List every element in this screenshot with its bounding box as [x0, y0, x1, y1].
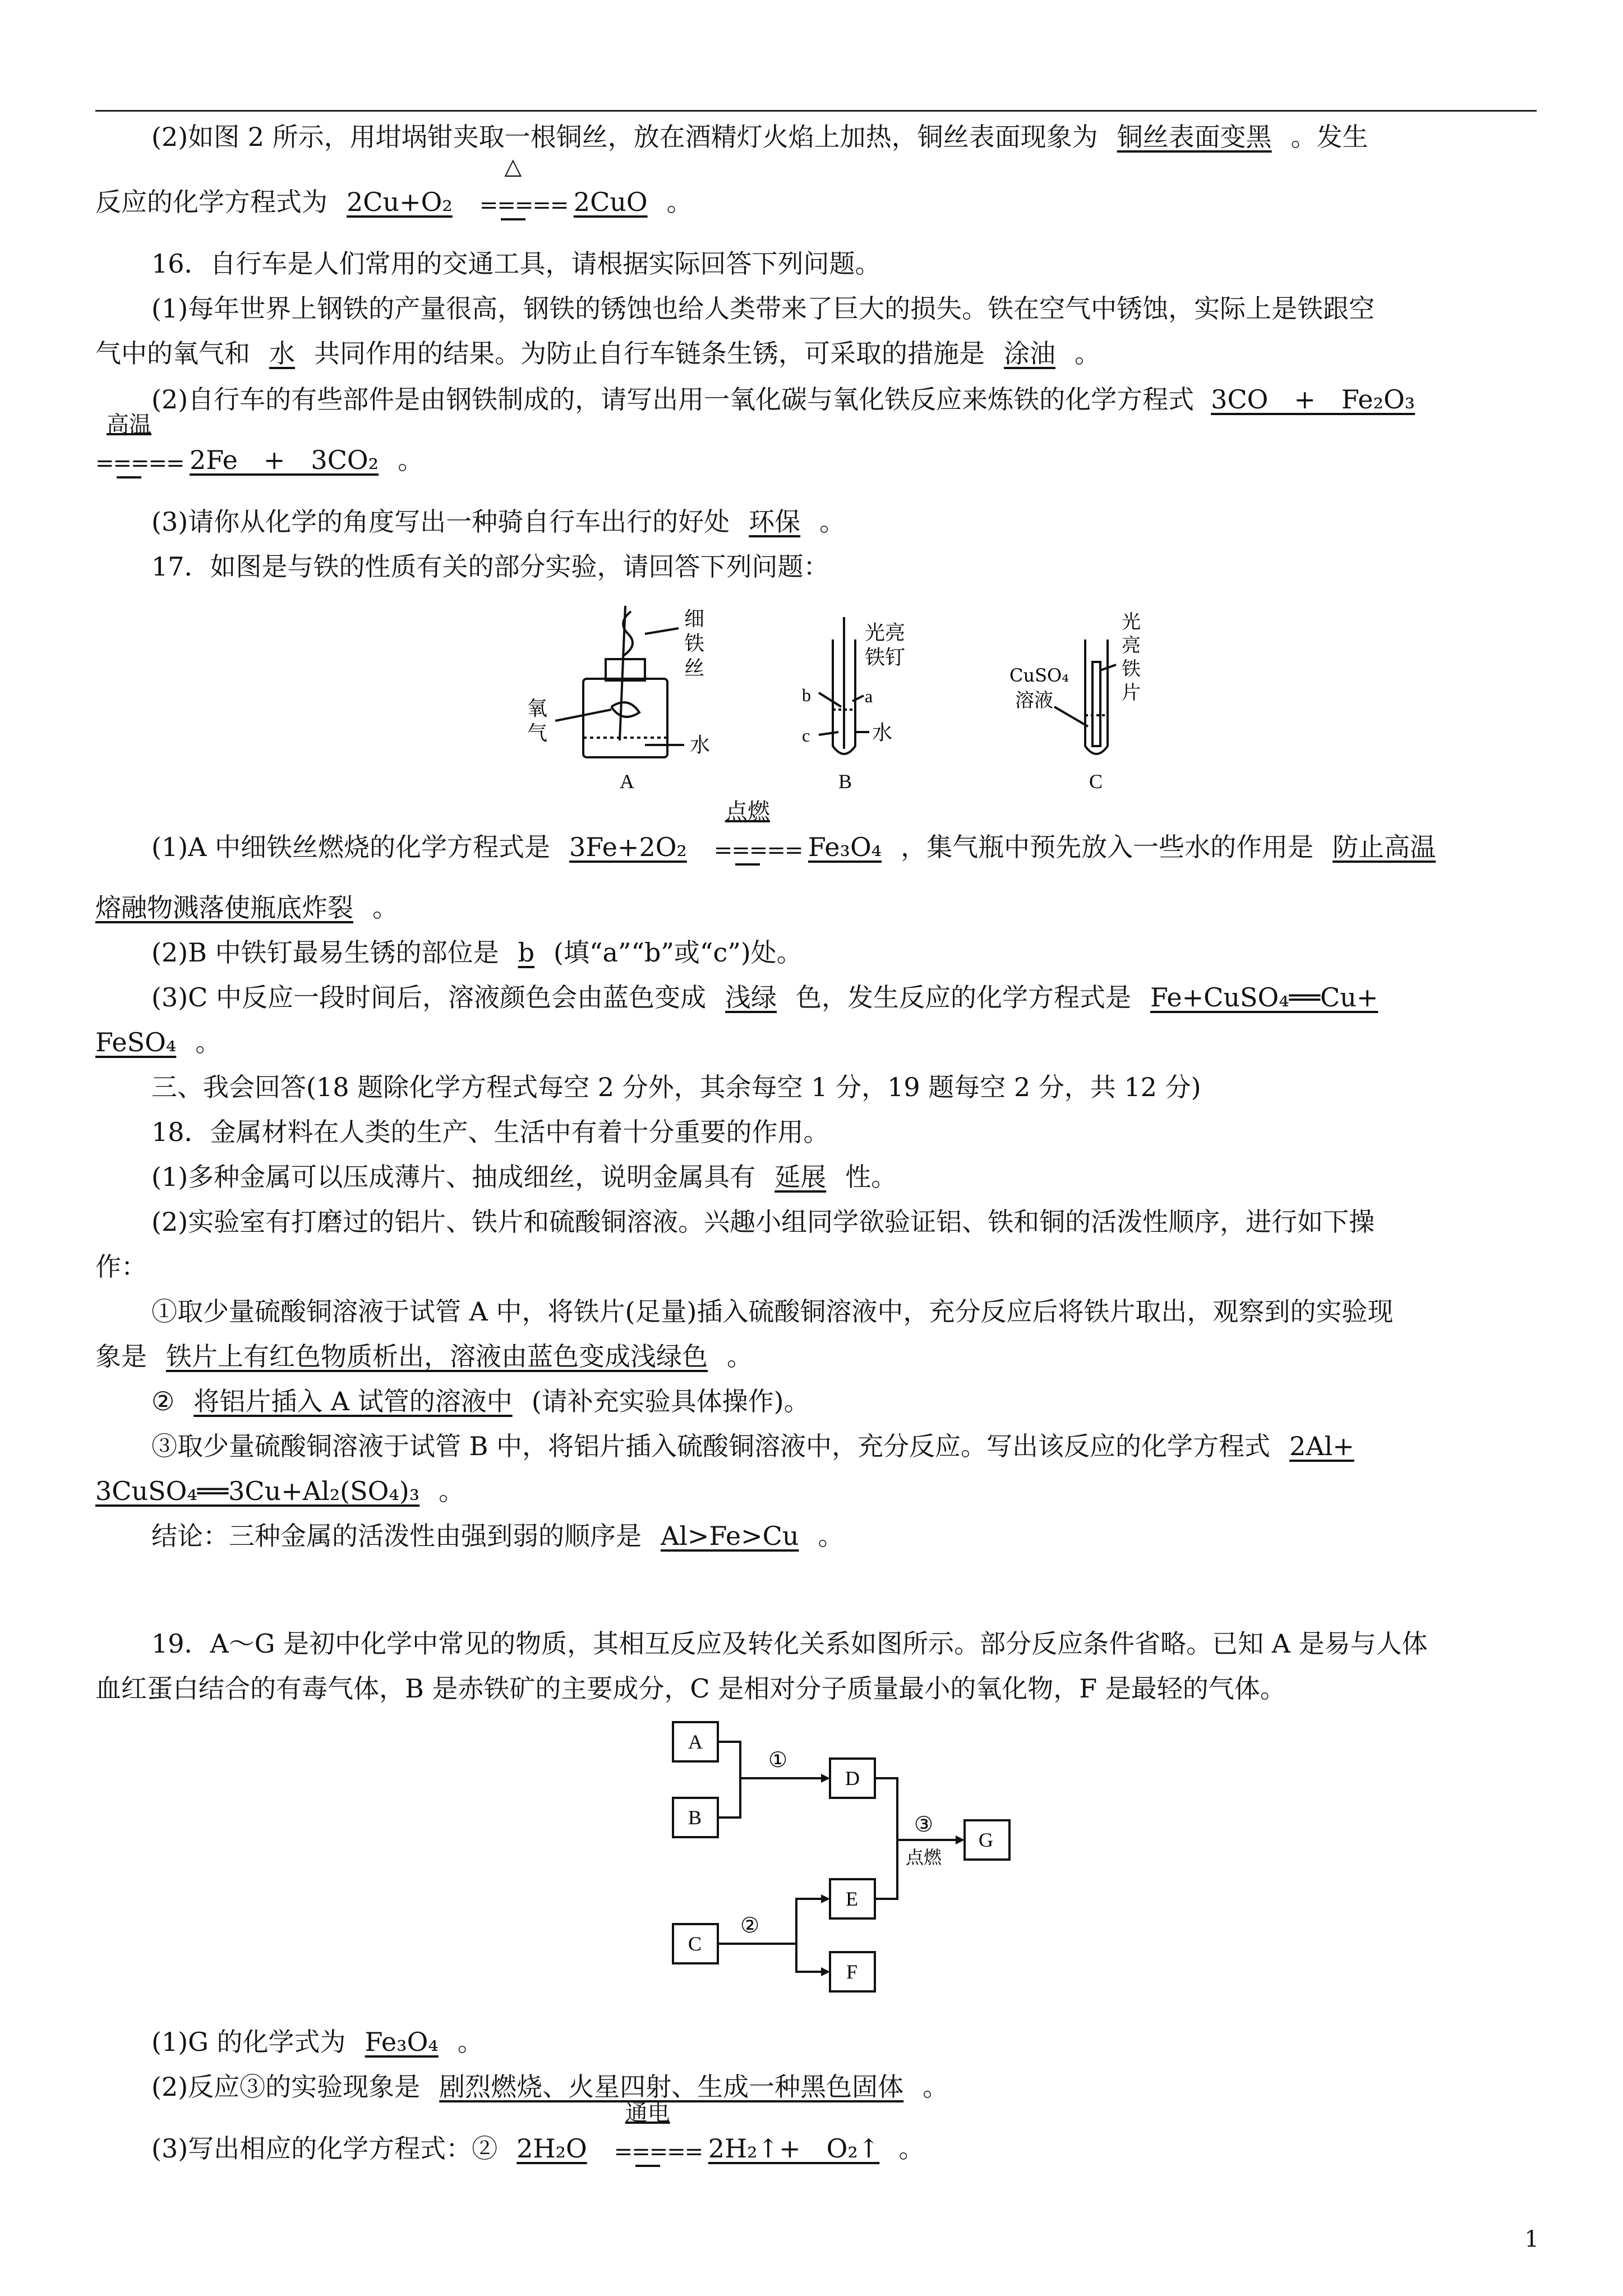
answer-blank: 延展	[774, 1162, 827, 1192]
reaction-3-condition: 点燃	[906, 1847, 942, 1868]
q16-1-line2: 气中的氧气和 水 共同作用的结果。为防止自行车链条生锈，可采取的措施是 涂油 。	[95, 338, 1100, 369]
q18-step3-line2: 3CuSO₄══3Cu+Al₂(SO₄)₃ 。	[95, 1476, 465, 1506]
answer-blank: 2Cu+O₂	[347, 187, 453, 217]
answer-blank: 熔融物溅落使瓶底炸裂	[95, 892, 353, 923]
answer-blank: 将铝片插入 A 试管的溶液中	[193, 1386, 513, 1416]
answer-blank: 2H₂O	[517, 2133, 587, 2164]
figure-c-solution-label: 溶液	[1015, 689, 1053, 712]
diagram-c: C	[688, 1932, 702, 1955]
q18-step3-line1: ③取少量硫酸铜溶液于试管 B 中，将铝片插入硫酸铜溶液中，充分反应。写出该反应的化学方程式 2Al+	[151, 1431, 1354, 1461]
q18-step1-line1: ①取少量硫酸铜溶液于试管 A 中，将铁片(足量)插入硫酸铜溶液中，充分反应后将铁片取出，观察到的实验现	[151, 1296, 1394, 1327]
answer-blank: Al>Fe>Cu	[661, 1521, 799, 1551]
diagram-f: F	[846, 1961, 858, 1983]
q18-2-line1: (2)实验室有打磨过的铝片、铁片和硫酸铜溶液。兴趣小组同学欲验证铝、铁和铜的活泼性顺序，进行如下操	[151, 1207, 1375, 1237]
answer-blank: 环保	[749, 507, 801, 537]
reaction-condition: 高温 =====	[95, 445, 163, 480]
q18-conclusion: 结论：三种金属的活泼性由强到弱的顺序是 Al>Fe>Cu 。	[151, 1521, 844, 1551]
diagram-d: D	[845, 1767, 860, 1789]
q16-2-line1: (2)自行车的有些部件是由钢铁制成的，请写出用一氧化碳与氧化铁反应来炼铁的化学方程式 3CO + Fe₂O₃	[151, 384, 1415, 415]
answer-blank: Fe₃O₄	[808, 832, 882, 862]
figure-b-water-label: 水	[872, 721, 893, 744]
q16-3: (3)请你从化学的角度写出一种骑自行车出行的好处 环保 。	[151, 507, 846, 537]
answer-blank: 2CuO	[573, 187, 648, 217]
q18-1: (1)多种金属可以压成薄片、抽成细丝，说明金属具有 延展 性。	[151, 1162, 897, 1192]
q18-step2: ② 将铝片插入 A 试管的溶液中 (请补充实验具体操作)。	[151, 1386, 810, 1416]
answer-blank: 剧烈燃烧、火星四射、生成一种黑色固体	[439, 2072, 904, 2102]
page-number: 1	[1524, 2226, 1539, 2252]
answer-blank: Fe+CuSO₄══Cu+	[1150, 982, 1378, 1013]
answer-blank: 2Al+	[1289, 1431, 1354, 1461]
answer-blank: 涂油	[1004, 338, 1055, 369]
q16-1-line1: (1)每年世界上钢铁的产量很高，钢铁的锈蚀也给人类带来了巨大的损失。铁在空气中锈蚀，实际上是铁跟空	[151, 293, 1375, 324]
q17-1-line1: (1)A 中细铁丝燃烧的化学方程式是 3Fe+2O₂ 点燃 ===== Fe₃O₄ ，集气瓶中预先放入一些水的作用是 防止高温	[95, 830, 1537, 867]
figure-b-c-label: c	[802, 725, 810, 746]
q19-1: (1)G 的化学式为 Fe₃O₄ 。	[151, 2027, 483, 2057]
answer-blank: 3CuSO₄══3Cu+Al₂(SO₄)₃	[95, 1476, 420, 1506]
diagram-e: E	[846, 1888, 858, 1910]
q19-3: (3)写出相应的化学方程式：② 2H₂O 通电 ===== 2H₂↑+ O₂↑ 。	[95, 2132, 1537, 2169]
figure-c-tube	[1054, 639, 1116, 754]
figure-b-b-label: b	[802, 685, 811, 705]
q15-2-line1: (2)如图 2 所示，用坩埚钳夹取一根铜丝，放在酒精灯火焰上加热，铜丝表面现象为 铜丝表面变黑 。发生	[151, 122, 1368, 152]
answer-blank: 3CO + Fe₂O₃	[1211, 384, 1415, 415]
answer-blank: Fe₃O₄	[365, 2027, 439, 2057]
answer-blank: FeSO₄	[95, 1027, 177, 1057]
reaction-condition: △ =====	[479, 187, 547, 222]
figure-a-water-label: 水	[690, 734, 711, 757]
q15-2-line2: 反应的化学方程式为 2Cu+O₂ △ ===== 2CuO 。	[95, 185, 1537, 222]
figure-b-caption: B	[838, 770, 852, 793]
answer-blank: 水	[269, 338, 295, 369]
answer-blank: 浅绿	[725, 982, 777, 1013]
section-3-heading: 三、我会回答(18 题除化学方程式每空 2 分外，其余每空 1 分，19 题每空 2 分，共 12 分)	[151, 1072, 1201, 1102]
q17-2: (2)B 中铁钉最易生锈的部位是 b (填“a”“b”或“c”)处。	[151, 937, 803, 968]
figure-c-cuso4-label: CuSO₄	[1009, 665, 1069, 686]
figure-b-a-label: a	[865, 686, 873, 706]
diagram-g: G	[979, 1829, 993, 1851]
answer-blank: b	[518, 937, 535, 968]
figure-c-piece-label: 光亮铁片	[1122, 611, 1141, 704]
answer-blank: 防止高温	[1332, 832, 1436, 862]
figure-a-caption: A	[620, 770, 634, 793]
figure-b-tube	[819, 617, 869, 754]
iron-experiment-figure	[522, 595, 1195, 797]
q16-head: 16．自行车是人们常用的交通工具，请根据实际回答下列问题。	[151, 249, 881, 279]
reaction-condition: 点燃 =====	[714, 832, 781, 867]
answer-blank: 2H₂↑+ O₂↑	[708, 2133, 880, 2164]
answer-blank: 3Fe+2O₂	[569, 832, 687, 862]
reaction-condition: 通电 =====	[614, 2133, 681, 2169]
q17-3-line1: (3)C 中反应一段时间后，溶液颜色会由蓝色变成 浅绿 色，发生反应的化学方程式是 Fe+CuSO₄══Cu+	[151, 982, 1378, 1013]
figure-a-bottle	[555, 606, 684, 757]
answer-blank: 2Fe + 3CO₂	[190, 445, 379, 475]
figure-b-nail-label: 光亮铁钉	[865, 622, 906, 669]
q19-2: (2)反应③的实验现象是 剧烈燃烧、火星四射、生成一种黑色固体 。	[151, 2072, 949, 2102]
q19-head-line1: 19．A～G 是初中化学中常见的物质，其相互反应及转化关系如图所示。部分反应条件省略。已知 A 是易与人体	[151, 1628, 1428, 1659]
diagram-a: A	[688, 1731, 703, 1753]
reaction-2-label: ②	[740, 1913, 760, 1938]
figure-c-caption: C	[1089, 770, 1103, 793]
q17-1-line2: 熔融物溅落使瓶底炸裂 。	[95, 892, 398, 923]
header-rule	[95, 110, 1537, 112]
figure-a-wire-label: 细铁丝	[684, 608, 705, 680]
reaction-1-label: ①	[768, 1747, 788, 1772]
transformation-diagram	[662, 1717, 1021, 1997]
q17-3-line2: FeSO₄ 。	[95, 1027, 222, 1057]
q18-step1-line2: 象是 铁片上有红色物质析出，溶液由蓝色变成浅绿色 。	[95, 1341, 753, 1372]
answer-blank: 铜丝表面变黑	[1117, 122, 1272, 152]
answer-blank: 铁片上有红色物质析出，溶液由蓝色变成浅绿色	[166, 1341, 708, 1372]
diagram-b: B	[688, 1806, 702, 1829]
q18-2-line2: 作：	[95, 1251, 147, 1282]
q17-head: 17．如图是与铁的性质有关的部分实验，请回答下列问题：	[151, 551, 829, 582]
reaction-3-label: ③	[914, 1812, 934, 1837]
q19-head-line2: 血红蛋白结合的有毒气体，B 是赤铁矿的主要成分，C 是相对分子质量最小的氧化物，F 是最轻的气体。	[95, 1673, 1286, 1704]
q18-head: 18．金属材料在人类的生产、生活中有着十分重要的作用。	[151, 1117, 829, 1147]
figure-a-oxygen-label: 氧气	[527, 697, 548, 745]
q16-2-line2: 高温 ===== 2Fe + 3CO₂ 。	[95, 443, 1537, 480]
